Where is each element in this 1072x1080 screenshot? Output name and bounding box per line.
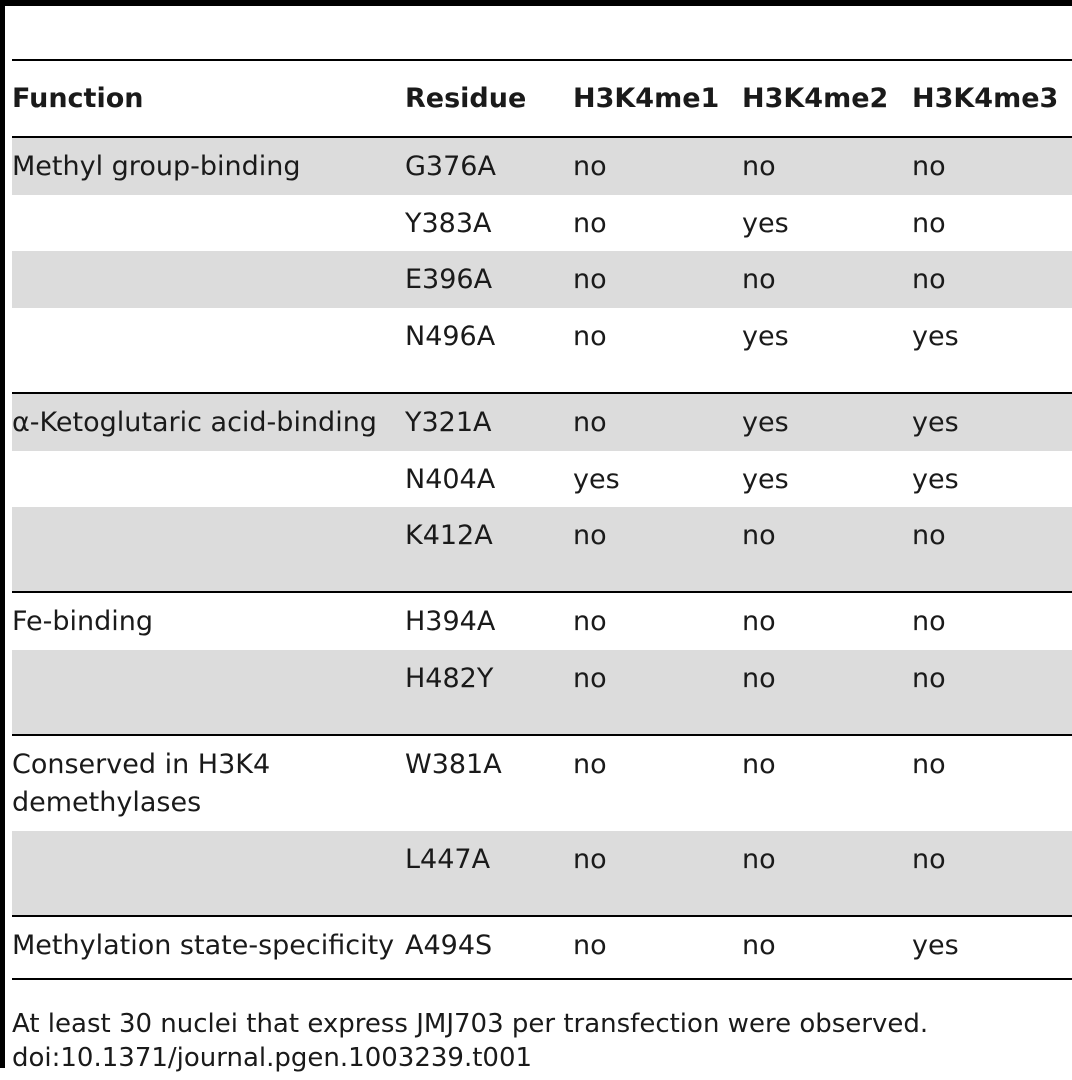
row-h3k4me1: no (573, 407, 607, 438)
row-residue: E396A (405, 264, 493, 295)
row-h3k4me1: no (573, 208, 607, 239)
row-h3k4me3: yes (912, 321, 959, 352)
row-h3k4me1: no (573, 844, 607, 875)
row-h3k4me3: no (912, 606, 946, 637)
row-function: Methylation state-specificity (12, 930, 395, 961)
doi-link[interactable]: doi:10.1371/journal.pgen.1003239.t001 (12, 1043, 533, 1073)
row-h3k4me1: no (573, 749, 607, 780)
header-h3k4me3: H3K4me3 (912, 83, 1059, 114)
row-h3k4me1: no (573, 663, 607, 694)
row-h3k4me2: yes (742, 208, 789, 239)
row-h3k4me3: no (912, 520, 946, 551)
row-h3k4me1: no (573, 930, 607, 961)
row-h3k4me3: no (912, 663, 946, 694)
row-h3k4me1: no (573, 151, 607, 182)
row-h3k4me3: no (912, 151, 946, 182)
row-function: α-Ketoglutaric acid-binding (12, 407, 377, 438)
header-function: Function (12, 83, 144, 114)
row-h3k4me2: no (742, 520, 776, 551)
row-h3k4me2: yes (742, 464, 789, 495)
row-h3k4me2: yes (742, 407, 789, 438)
row-h3k4me3: yes (912, 930, 959, 961)
row-function: Fe-binding (12, 606, 154, 637)
row-h3k4me3: yes (912, 407, 959, 438)
table-footnote: At least 30 nuclei that express JMJ703 per transfection were observed. (12, 1009, 929, 1039)
row-residue: A494S (405, 930, 493, 961)
row-residue: N404A (405, 464, 496, 495)
row-h3k4me2: yes (742, 321, 789, 352)
header-h3k4me1: H3K4me1 (573, 83, 720, 114)
row-residue: N496A (405, 321, 496, 352)
row-h3k4me2: no (742, 663, 776, 694)
row-residue: W381A (405, 749, 502, 780)
row-h3k4me2: no (742, 749, 776, 780)
row-residue: Y321A (405, 407, 492, 438)
row-h3k4me2: no (742, 606, 776, 637)
row-h3k4me3: no (912, 749, 946, 780)
row-residue: L447A (405, 844, 491, 875)
row-h3k4me1: yes (573, 464, 620, 495)
row-h3k4me3: no (912, 844, 946, 875)
row-function: Conserved in H3K4 demethylases (12, 749, 271, 818)
row-h3k4me1: no (573, 264, 607, 295)
row-h3k4me3: no (912, 264, 946, 295)
row-residue: K412A (405, 520, 493, 551)
row-function: Methyl group-binding (12, 151, 301, 182)
row-residue: G376A (405, 151, 496, 182)
row-h3k4me2: no (742, 930, 776, 961)
row-h3k4me1: no (573, 606, 607, 637)
row-h3k4me3: no (912, 208, 946, 239)
header-residue: Residue (405, 83, 527, 114)
header-h3k4me2: H3K4me2 (742, 83, 889, 114)
row-h3k4me2: no (742, 844, 776, 875)
row-h3k4me2: no (742, 264, 776, 295)
row-h3k4me1: no (573, 321, 607, 352)
row-h3k4me1: no (573, 520, 607, 551)
row-residue: Y383A (405, 208, 492, 239)
row-residue: H482Y (405, 663, 494, 694)
row-h3k4me3: yes (912, 464, 959, 495)
row-h3k4me2: no (742, 151, 776, 182)
row-residue: H394A (405, 606, 496, 637)
